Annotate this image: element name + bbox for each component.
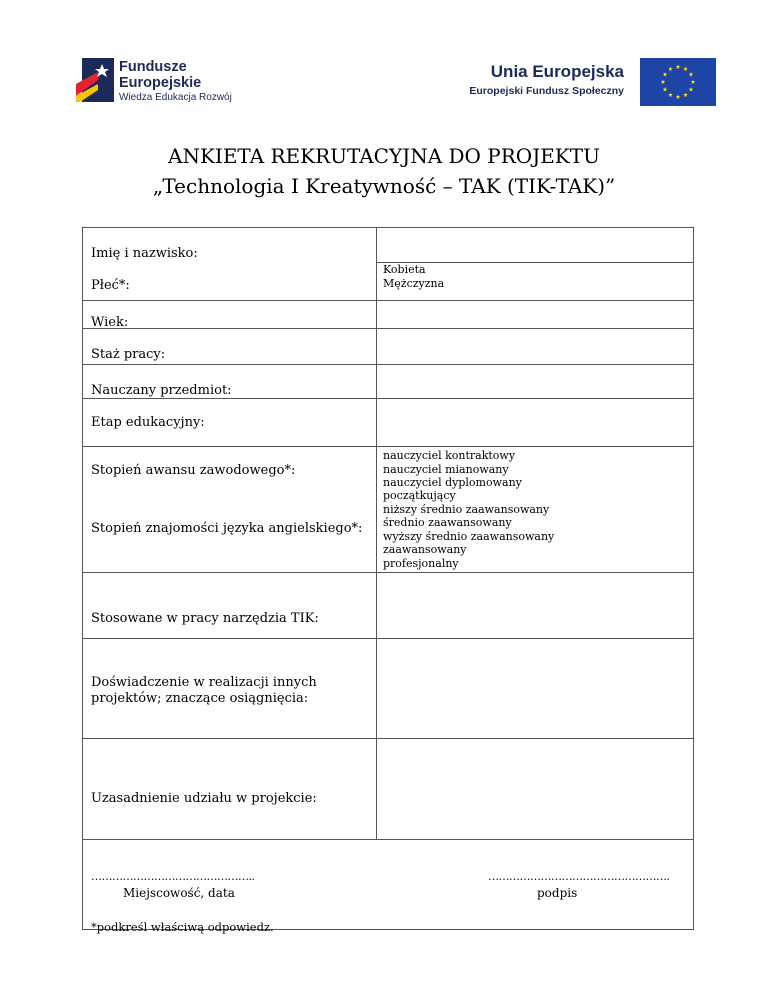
name-field[interactable] — [376, 228, 693, 262]
signature-line[interactable]: ……………………………………………. — [488, 870, 670, 883]
footnote: *podkreśl właściwą odpowiedz. — [91, 920, 274, 934]
seniority-field[interactable] — [376, 329, 693, 364]
tools-label: Stosowane w pracy narzędzia TIK: — [91, 611, 319, 626]
fe-logo-line1: Fundusze — [119, 59, 187, 75]
row-sex — [83, 262, 693, 300]
row-signature — [83, 839, 693, 930]
english-option[interactable]: średnio zaawansowany — [383, 516, 512, 529]
stage-field[interactable] — [376, 399, 693, 446]
form-title-line1: ANKIETA REKRUTACYJNA DO PROJEKTU — [168, 144, 600, 168]
unia-europejska-logo — [462, 58, 716, 106]
age-field[interactable] — [376, 301, 693, 328]
row-justification — [83, 738, 693, 839]
sex-option-male[interactable]: Mężczyzna — [383, 276, 445, 290]
place-date-line[interactable]: ……………………………………….. — [91, 870, 255, 883]
signature-label: podpis — [537, 886, 578, 900]
recruitment-form-table — [82, 227, 694, 934]
sex-option-female[interactable]: Kobieta — [383, 263, 426, 276]
row-age — [83, 300, 693, 328]
form-title-line2: „Technologia I Kreatywność – TAK (TIK-TAK)” — [152, 174, 616, 198]
experience-label-line1: Doświadczenie w realizacji innych — [91, 675, 317, 690]
english-option[interactable]: początkujący — [383, 489, 456, 502]
promotion-option[interactable]: nauczyciel mianowany — [383, 462, 509, 476]
age-label: Wiek: — [91, 315, 129, 330]
row-seniority — [83, 328, 693, 364]
english-label: Stopień znajomości języka angielskiego*: — [91, 521, 363, 536]
seniority-label: Staż pracy: — [91, 347, 166, 362]
place-date-label: Miejscowość, data — [123, 886, 235, 900]
promotion-option[interactable]: nauczyciel dyplomowany — [383, 476, 522, 489]
eu-logo-line2: Europejski Fundusz Społeczny — [469, 85, 624, 97]
row-experience — [83, 638, 693, 738]
sex-options[interactable] — [376, 262, 693, 300]
justification-label: Uzasadnienie udziału w projekcie: — [91, 791, 317, 806]
experience-label-line2: projektów; znaczące osiągnięcia: — [91, 691, 309, 706]
experience-field[interactable] — [376, 639, 693, 738]
subject-field[interactable] — [376, 365, 693, 398]
row-promotion-english — [83, 446, 693, 572]
english-option[interactable]: niższy średnio zaawansowany — [383, 502, 550, 516]
stage-label: Etap edukacyjny: — [91, 415, 205, 430]
fundusze-europejskie-logo — [76, 56, 256, 106]
fe-logo-line2: Europejskie — [119, 75, 202, 91]
row-subject — [83, 364, 693, 398]
name-label: Imię i nazwisko: — [91, 246, 198, 261]
eu-flag-icon — [640, 58, 716, 106]
english-option[interactable]: wyższy średnio zaawansowany — [383, 529, 555, 543]
english-option[interactable]: zaawansowany — [383, 543, 467, 556]
row-stage — [83, 398, 693, 446]
english-option[interactable]: profesjonalny — [383, 556, 459, 570]
promotion-option[interactable]: nauczyciel kontraktowy — [383, 449, 516, 462]
fe-logo-line3: Wiedza Edukacja Rozwój — [119, 92, 232, 103]
fundusze-europejskie-emblem-icon — [76, 56, 116, 104]
justification-field[interactable] — [376, 739, 693, 839]
tools-field[interactable] — [376, 573, 693, 638]
row-tools — [83, 572, 693, 638]
eu-logo-line1: Unia Europejska — [490, 62, 624, 81]
english-options[interactable] — [383, 489, 554, 570]
sex-label: Płeć*: — [91, 278, 130, 293]
promotion-options[interactable] — [383, 449, 522, 490]
subject-label: Nauczany przedmiot: — [91, 383, 232, 398]
promotion-label: Stopień awansu zawodowego*: — [91, 463, 296, 478]
